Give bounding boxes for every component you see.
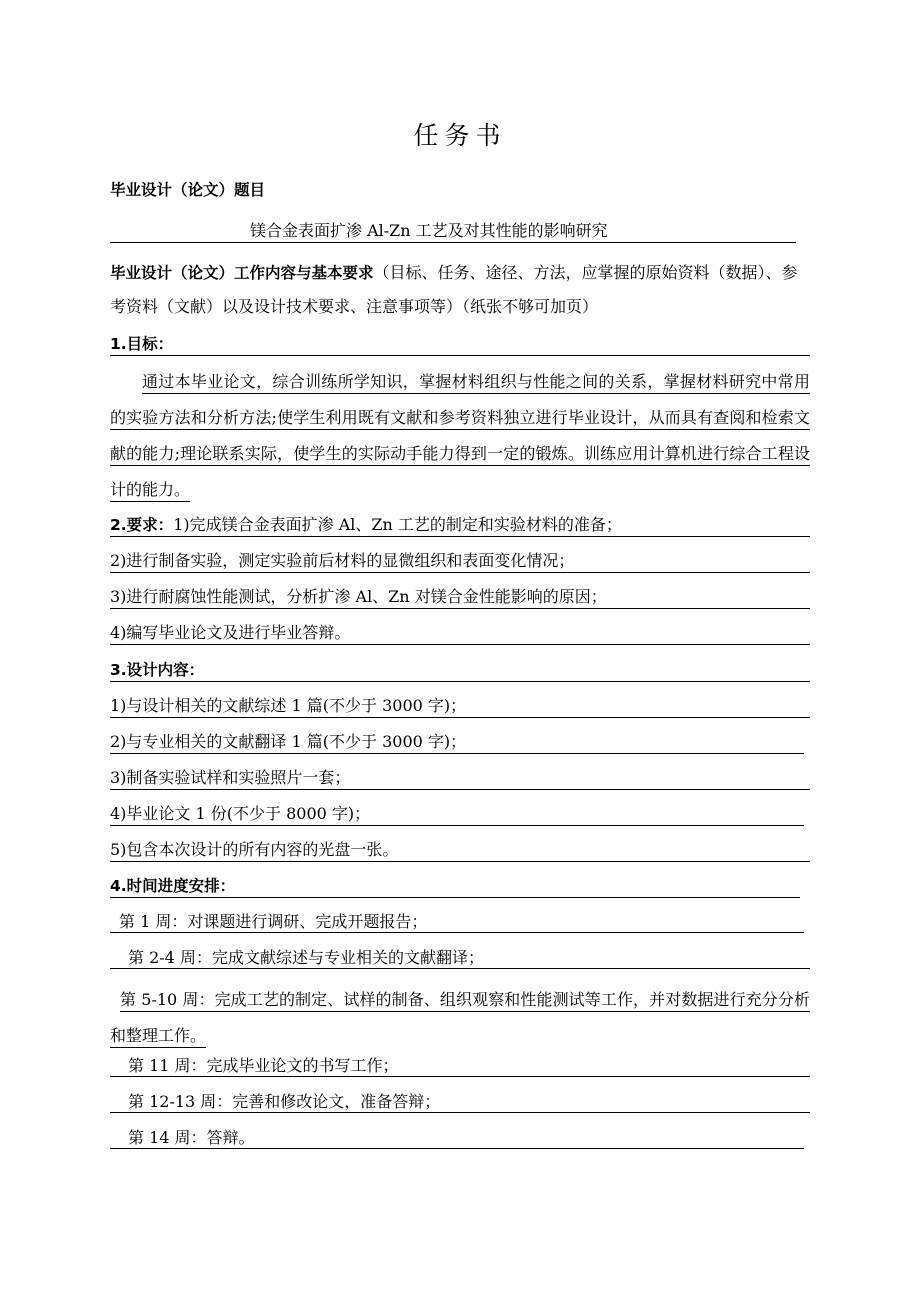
goal-heading-line (110, 333, 810, 356)
design-item: 5)包含本次设计的所有内容的光盘一张。 (110, 839, 810, 862)
requirements-label: 毕业设计（论文）工作内容与基本要求 (110, 264, 374, 282)
requirement-item: 4)编写毕业论文及进行毕业答辩。 (110, 622, 810, 645)
schedule-heading: 4.时间进度安排： (110, 877, 236, 895)
schedule-item: 第 14 周：答辩。 (110, 1127, 804, 1149)
requirements-heading: 2.要求： (110, 516, 174, 534)
schedule-item: 第 12-13 周：完善和修改论文，准备答辩； (110, 1091, 810, 1113)
schedule-item: 第 2-4 周：完成文献综述与专业相关的文献翻译； (110, 947, 810, 969)
requirements-note: （目标、任务、途径、方法，应掌握的原始资料（数据）、参考资料（文献）以及设计技术要求、注意事项等）（纸张不够可加页） (110, 263, 798, 316)
requirement-item: 2)进行制备实验，测定实验前后材料的显微组织和表面变化情况； (110, 550, 810, 573)
goal-text: 通过本毕业论文，综合训练所学知识，掌握材料组织与性能之间的关系，掌握材料研究中常用的实验方法和分析方法;使学生利用既有文献和参考资料独立进行毕业设计，从而具有查阅和检索文献的能力;理论联系实际，使学生的实际动手能力得到一定的锻炼。训练应用计算机进行综合工程设计的能力。 (110, 372, 810, 499)
design-item: 4)毕业论文 1 份(不少于 8000 字)； (110, 803, 804, 826)
thesis-topic-line (110, 220, 796, 243)
requirements-heading-line (110, 514, 810, 537)
page-title: 任务书 (413, 121, 507, 150)
thesis-topic: 镁合金表面扩渗 Al-Zn 工艺及对其性能的影响研究 (250, 221, 608, 240)
schedule-item: 第 11 周：完成毕业论文的书写工作； (110, 1055, 810, 1077)
schedule-item: 第 5-10 周：完成工艺的制定、试样的制备、组织观察和性能测试等工作，并对数据进行充分分析和整理工作。 (110, 990, 810, 1045)
schedule-item: 第 1 周：对课题进行调研、完成开题报告； (110, 911, 804, 933)
design-item: 1)与设计相关的文献综述 1 篇(不少于 3000 字)； (110, 695, 810, 718)
goal-heading: 1.目标： (110, 335, 174, 353)
schedule-heading-line (110, 875, 800, 898)
design-heading-line (110, 659, 810, 682)
design-heading: 3.设计内容： (110, 661, 205, 679)
requirement-item: 1)完成镁合金表面扩渗 Al、Zn 工艺的制定和实验材料的准备； (173, 515, 622, 534)
requirement-item: 3)进行耐腐蚀性能测试，分析扩渗 Al、Zn 对镁合金性能影响的原因； (110, 586, 810, 609)
design-item: 2)与专业相关的文献翻译 1 篇(不少于 3000 字)； (110, 731, 804, 754)
topic-label: 毕业设计（论文）题目 (110, 181, 266, 199)
requirements-intro (110, 256, 810, 323)
design-item: 3)制备实验试样和实验照片一套； (110, 767, 810, 790)
